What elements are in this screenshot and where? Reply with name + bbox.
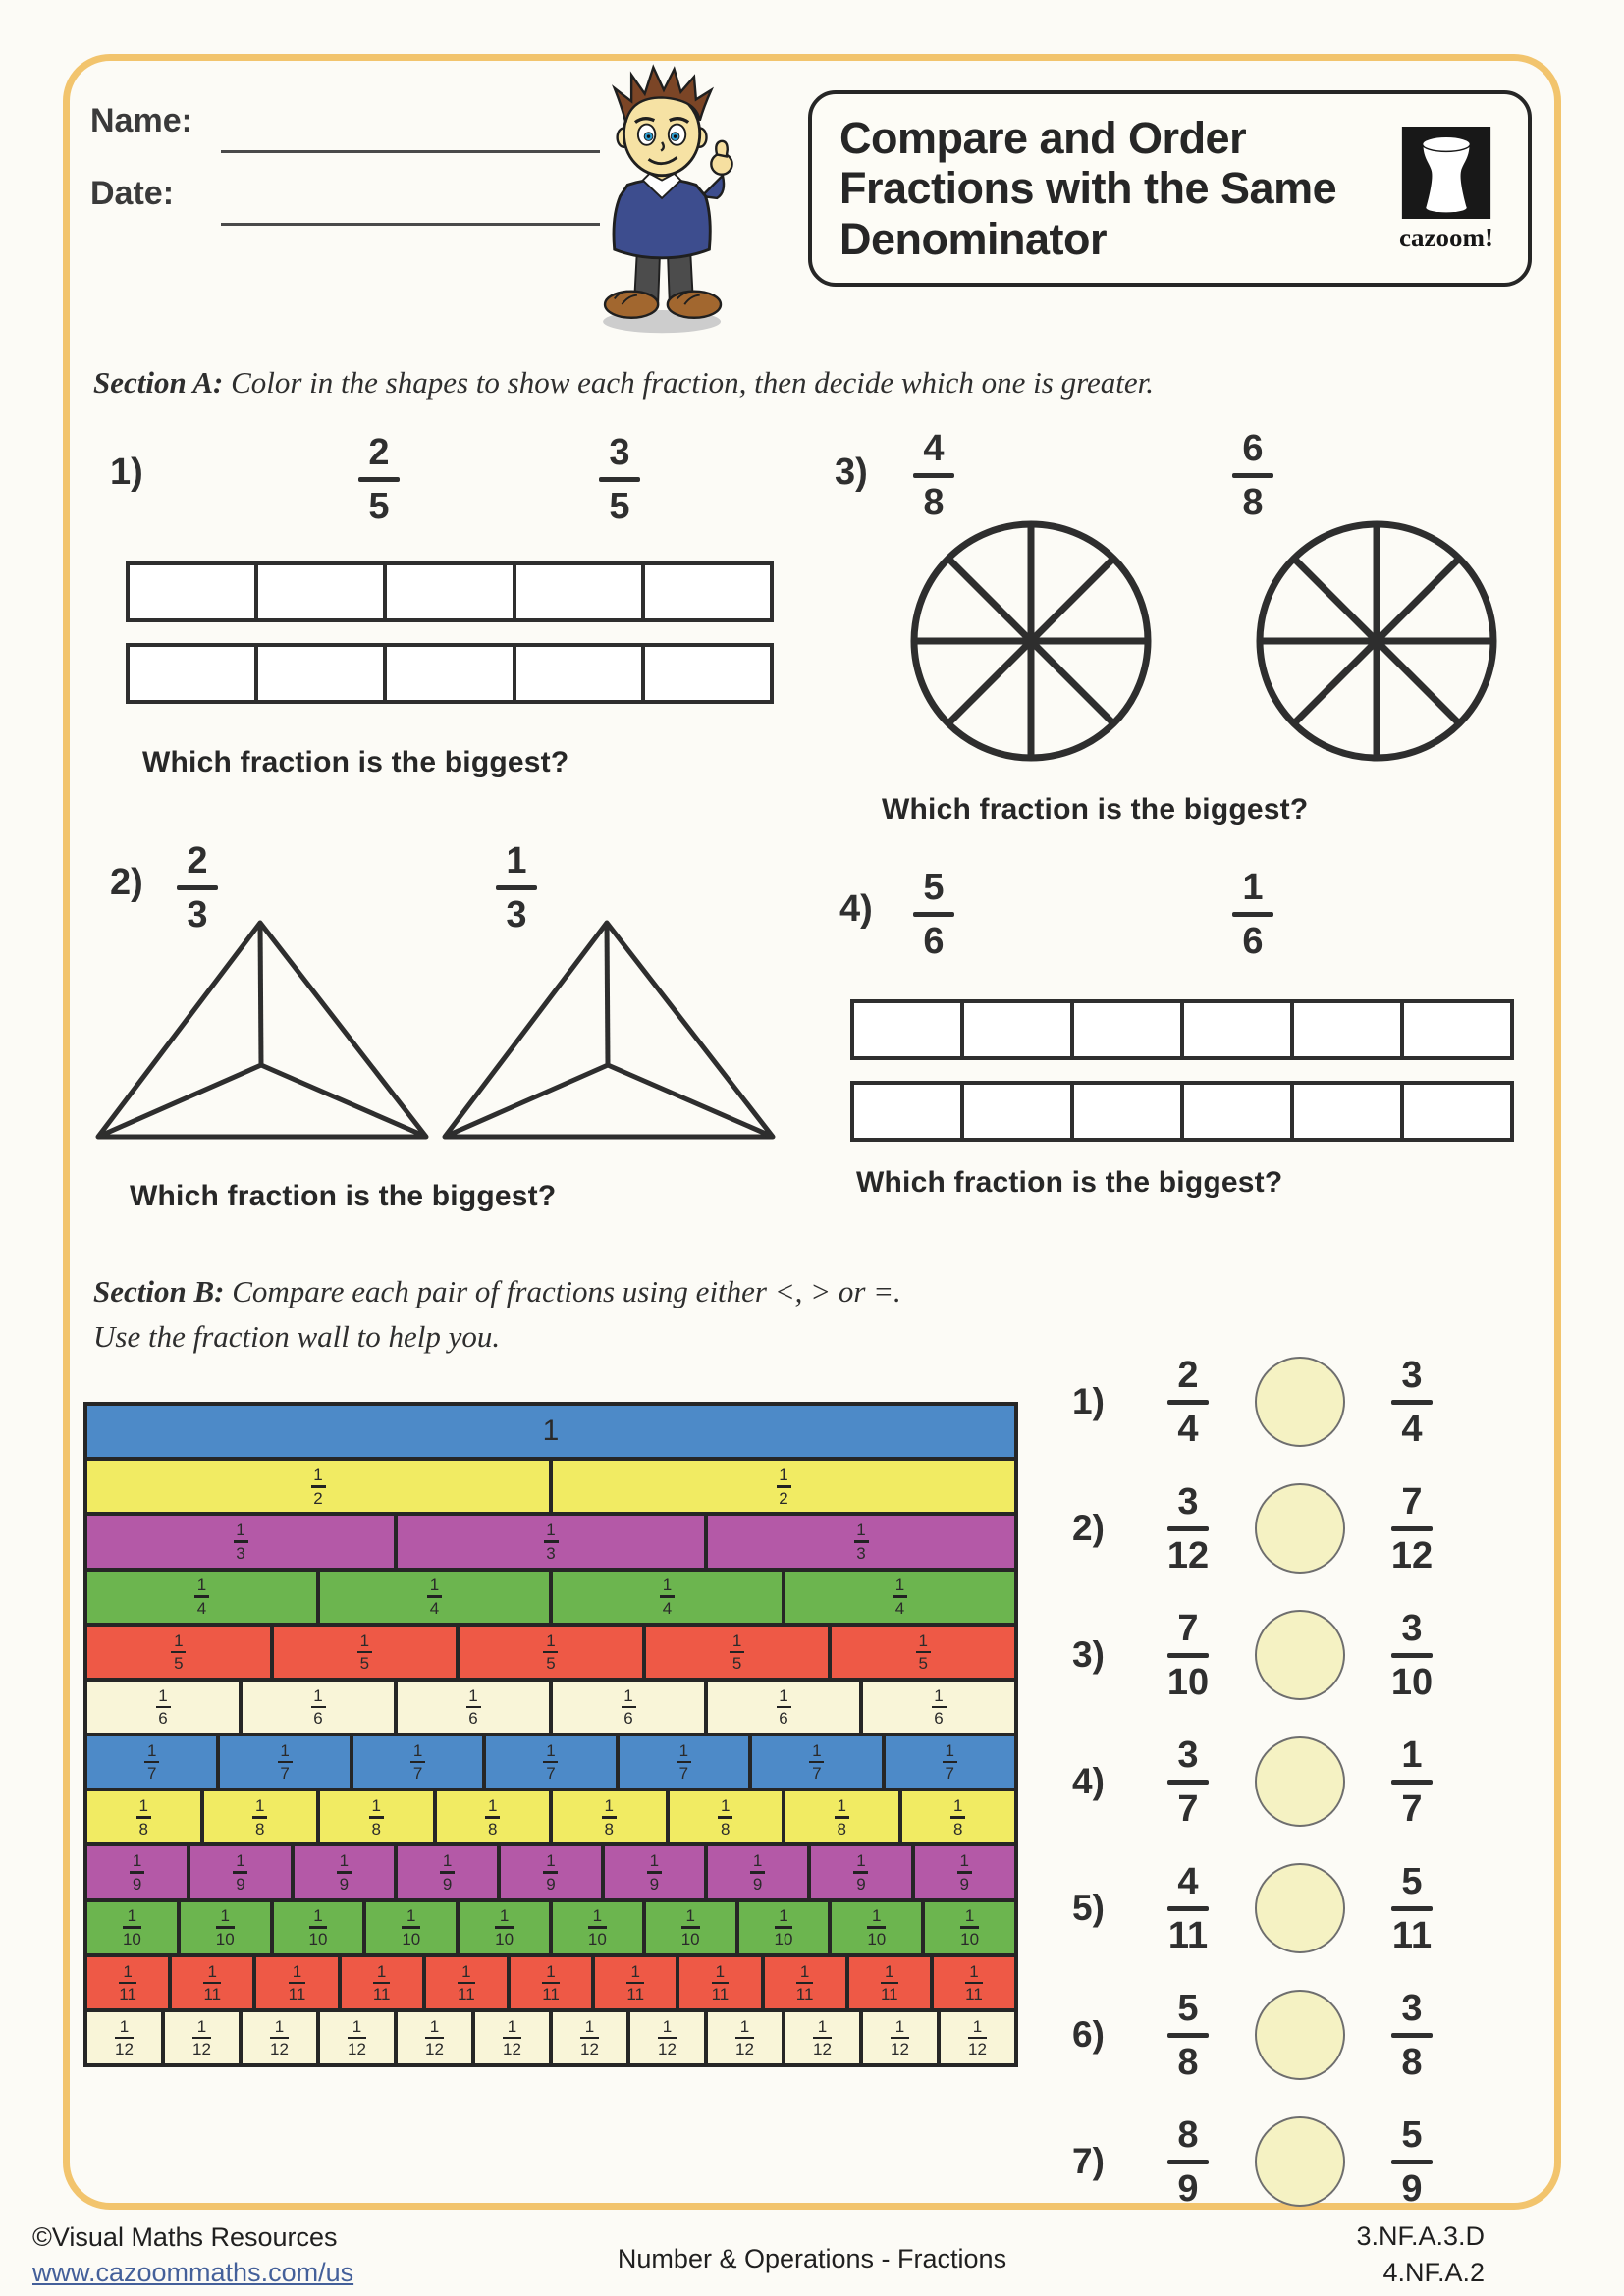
fraction-wall-cell: [460, 1627, 642, 1678]
wall-fraction-label: $\frac{1}{11}$: [880, 1961, 898, 2004]
boy-mascot-illustration: [577, 54, 750, 339]
fraction-wall-cell: [886, 1736, 1014, 1788]
left-fraction: 2 4: [1167, 1357, 1209, 1448]
right-fraction-wrap: [1357, 1987, 1467, 2083]
compare-problem-row: [1072, 1733, 1534, 1831]
fraction-bar-shape: [850, 1081, 1514, 1142]
wall-fraction-label: $\frac{1}{7}$: [410, 1742, 425, 1783]
problem-number: 4): [1072, 1761, 1105, 1801]
bar-segment[interactable]: [258, 565, 387, 618]
right-fraction: 3 10: [1390, 1607, 1434, 1703]
compare-problems-list: [1072, 1353, 1534, 2211]
footer-standards: [1356, 2218, 1485, 2291]
fraction-wall-cell: [765, 1957, 845, 2008]
bar-segment[interactable]: [854, 1003, 964, 1056]
wall-fraction-label: $\frac{1}{12}$: [813, 2016, 832, 2059]
bar-segment[interactable]: [1294, 1085, 1404, 1138]
fraction-wall-cell: [475, 2012, 549, 2063]
section-b-heading-line2: Use the fraction wall to help you.: [93, 1319, 501, 1354]
cazoom-logo: [1380, 125, 1528, 253]
section-b-label: Section B:: [93, 1274, 225, 1308]
fraction-wall-cell: [87, 1516, 394, 1567]
footer-link[interactable]: www.cazoommaths.com/us: [32, 2258, 354, 2287]
wall-fraction-label: $\frac{1}{7}$: [543, 1742, 558, 1783]
wall-fraction-label: $\frac{1}{6}$: [466, 1687, 481, 1728]
section-a-heading: [93, 365, 1154, 400]
question-text: Which fraction is the biggest?: [142, 746, 569, 778]
question-text: Which fraction is the biggest?: [882, 793, 1309, 826]
wall-fraction-label: $\frac{1}{9}$: [543, 1852, 558, 1893]
fraction-wall-row: [87, 1406, 1014, 1457]
wall-fraction-label: $\frac{1}{3}$: [234, 1522, 248, 1562]
fraction-wall-cell: [87, 1902, 177, 1953]
fraction-wall-cell: [708, 1682, 859, 1733]
wall-fraction-label: $\frac{1}{11}$: [119, 1961, 136, 2004]
compare-problem-row: [1072, 1986, 1534, 2084]
fraction-wall-cell: [553, 1682, 704, 1733]
wall-fraction-label: $\frac{1}{9}$: [440, 1852, 455, 1893]
wall-fraction-label: $\frac{1}{6}$: [311, 1687, 326, 1728]
fraction-wall-row: [87, 1572, 1014, 1623]
wall-fraction-label: $\frac{1}{5}$: [357, 1632, 372, 1673]
fraction-wall-cell: [670, 1791, 783, 1842]
bar-segment[interactable]: [1404, 1085, 1510, 1138]
problem-number: 7): [1072, 2141, 1105, 2181]
fraction-wall-cell: [679, 1957, 760, 2008]
answer-circle[interactable]: [1255, 1610, 1345, 1700]
right-fraction: 5 11: [1391, 1860, 1433, 1956]
wall-fraction-label: $\frac{1}{4}$: [893, 1576, 907, 1617]
problem-number: 4): [839, 888, 873, 930]
left-fraction-wrap: [1133, 1354, 1243, 1450]
bar-segment[interactable]: [130, 565, 258, 618]
worksheet-title: Compare and Order Fractions with the Same Denominator: [839, 113, 1337, 264]
fraction-wall-cell: [353, 1736, 482, 1788]
bar-segment[interactable]: [516, 565, 645, 618]
fraction-wall-cell: [511, 1957, 591, 2008]
fraction-wall-cell: [863, 2012, 937, 2063]
fraction-wall-row: [87, 1902, 1014, 1953]
date-write-line[interactable]: [221, 223, 600, 226]
wall-fraction-label: $\frac{1}{9}$: [853, 1852, 868, 1893]
problem-a3: [825, 422, 1528, 854]
right-fraction-wrap: [1357, 1607, 1467, 1703]
fraction-wall-cell: [486, 1736, 615, 1788]
title-box: [808, 90, 1532, 287]
fraction-wall-cell: [87, 2012, 161, 2063]
left-fraction-wrap: [1133, 1480, 1243, 1576]
problem-number: 1): [110, 452, 143, 493]
wall-fraction-label: $\frac{1}{9}$: [957, 1852, 972, 1893]
left-fraction: 5 8: [1167, 1990, 1209, 2081]
wall-fraction-label: $\frac{1}{3}$: [544, 1522, 559, 1562]
wall-fraction-label: $\frac{1}{9}$: [130, 1852, 144, 1893]
fraction-wall-cell: [646, 1627, 829, 1678]
fraction-wall-row: [87, 1516, 1014, 1567]
wall-fraction-label: $\frac{1}{12}$: [658, 2016, 677, 2059]
left-fraction: 8 9: [1167, 2116, 1209, 2208]
wall-fraction-label: $\frac{1}{11}$: [965, 1961, 983, 2004]
wall-fraction-label: $\frac{1}{4}$: [660, 1576, 675, 1617]
name-write-line[interactable]: [221, 150, 600, 153]
fraction-wall-row: [87, 1682, 1014, 1733]
bar-segment[interactable]: [1404, 1003, 1510, 1056]
wall-fraction-label: $\frac{1}{11}$: [203, 1961, 222, 2004]
fraction-wall-cell: [342, 1957, 422, 2008]
name-label: Name:: [90, 102, 192, 139]
fraction-wall-cell: [172, 1957, 252, 2008]
compare-problem-row: [1072, 2112, 1534, 2211]
bar-segment[interactable]: [1294, 1003, 1404, 1056]
fraction-wall-cell: [87, 1461, 549, 1512]
bar-segment[interactable]: [258, 647, 387, 700]
fraction-wall-cell: [925, 1902, 1014, 1953]
wall-fraction-label: $\frac{1}{4}$: [194, 1576, 209, 1617]
wall-fraction-label: $\frac{1}{12}$: [968, 2016, 987, 2059]
fraction-wall-cell: [320, 2012, 394, 2063]
fraction-wall-cell: [553, 1791, 666, 1842]
fraction-wall-cell: [708, 1516, 1014, 1567]
fraction-wall-cell: [87, 1572, 316, 1623]
answer-circle[interactable]: [1255, 1483, 1345, 1574]
bar-segment[interactable]: [130, 647, 258, 700]
wall-fraction-label: $\frac{1}{6}$: [777, 1687, 791, 1728]
fraction-wall-cell: [243, 1682, 394, 1733]
fraction-wall-cell: [426, 1957, 507, 2008]
wall-fraction-label: $\frac{1}{11}$: [288, 1961, 306, 2004]
problem-number: 6): [1072, 2014, 1105, 2055]
wall-fraction-label: $\frac{1}{10}$: [122, 1906, 141, 1949]
fraction-wall-cell: [605, 1846, 704, 1897]
right-fraction-wrap: [1357, 1860, 1467, 1956]
circle-eighths-shape[interactable]: [1254, 518, 1499, 764]
problem-a2: [98, 834, 785, 1227]
fraction-wall-cell: [398, 1516, 704, 1567]
fraction-wall-cell: [274, 1902, 363, 1953]
question-text: Which fraction is the biggest?: [130, 1180, 557, 1212]
fraction-wall-cell: [915, 1846, 1014, 1897]
fraction-wall-cell: [630, 2012, 704, 2063]
wall-fraction-label: $\frac{1}{12}$: [348, 2016, 366, 2059]
fraction-wall-row: [87, 1627, 1014, 1678]
problem-a4: [825, 864, 1528, 1217]
wall-fraction-label: $\frac{1}{8}$: [369, 1797, 384, 1838]
wall-fraction-label: $\frac{1}{12}$: [891, 2016, 909, 2059]
wall-fraction-label: $\frac{1}{10}$: [308, 1906, 328, 1949]
fraction-wall-row: [87, 2012, 1014, 2063]
bar-segment[interactable]: [1184, 1003, 1294, 1056]
fraction-wall-cell: [553, 2012, 626, 2063]
compare-problem-row: [1072, 1479, 1534, 1577]
fraction-wall-cell: [87, 1736, 216, 1788]
fraction-wall-row: [87, 1791, 1014, 1842]
fraction-wall-cell: [398, 1846, 497, 1897]
wall-fraction-label: $\frac{1}{12}$: [192, 2016, 211, 2059]
fraction-wall-cell: [366, 1902, 456, 1953]
triangle-thirds-shape[interactable]: [437, 915, 781, 1146]
circle-eighths-shape[interactable]: [908, 518, 1154, 764]
fraction-wall-cell: [646, 1902, 735, 1953]
fraction-wall-cell: [190, 1846, 290, 1897]
wall-fraction-label: $\frac{1}{6}$: [932, 1687, 947, 1728]
wall-fraction-label: $\frac{1}{8}$: [602, 1797, 617, 1838]
fraction-wall-cell: [934, 1957, 1014, 2008]
standard-code-2: 4.NF.A.2: [1382, 2258, 1485, 2287]
fraction-wall-cell: [398, 2012, 471, 2063]
bar-segment[interactable]: [1074, 1085, 1184, 1138]
cazoom-drum-icon: [1400, 125, 1492, 221]
problem-number: 3): [835, 452, 868, 493]
left-fraction-wrap: [1133, 1860, 1243, 1956]
answer-circle[interactable]: [1255, 1357, 1345, 1447]
wall-fraction-label: $\frac{1}{8}$: [950, 1797, 965, 1838]
answer-circle[interactable]: [1255, 1990, 1345, 2080]
fraction-right: 1 6: [1232, 869, 1273, 960]
fraction-wall-cell: [811, 1846, 910, 1897]
right-fraction-wrap: [1357, 1736, 1467, 1828]
wall-fraction-label: $\frac{1}{5}$: [916, 1632, 931, 1673]
wall-one-label: 1: [542, 1415, 560, 1448]
answer-circle[interactable]: [1255, 2116, 1345, 2207]
fraction-wall-cell: [752, 1736, 881, 1788]
wall-fraction-label: $\frac{1}{8}$: [718, 1797, 732, 1838]
fraction-wall-cell: [849, 1957, 930, 2008]
wall-fraction-label: $\frac{1}{5}$: [543, 1632, 558, 1673]
fraction-wall-cell: [165, 2012, 239, 2063]
wall-fraction-label: $\frac{1}{9}$: [337, 1852, 352, 1893]
fraction-wall-cell: [87, 1627, 270, 1678]
fraction-wall-cell: [437, 1791, 550, 1842]
bar-segment[interactable]: [387, 565, 515, 618]
fraction-wall-cell: [320, 1572, 549, 1623]
wall-fraction-label: $\frac{1}{5}$: [730, 1632, 744, 1673]
wall-fraction-label: $\frac{1}{2}$: [311, 1467, 326, 1507]
wall-fraction-label: $\frac{1}{12}$: [735, 2016, 754, 2059]
fraction-wall-cell: [708, 2012, 782, 2063]
section-a-instruction: Color in the shapes to show each fraction, then decide which one is greater.: [231, 365, 1155, 400]
fraction-wall-row: [87, 1461, 1014, 1512]
fraction-wall-cell: [398, 1682, 549, 1733]
left-fraction: 7 10: [1166, 1607, 1210, 1703]
fraction-wall-cell: [553, 1572, 782, 1623]
problem-a1: [98, 422, 785, 805]
fraction-wall-cell: [832, 1902, 921, 1953]
fraction-right: 1 3: [496, 842, 537, 934]
wall-fraction-label: $\frac{1}{10}$: [402, 1906, 421, 1949]
wall-fraction-label: $\frac{1}{5}$: [171, 1632, 186, 1673]
fraction-left: 4 8: [913, 430, 954, 521]
fraction-wall-cell: [595, 1957, 676, 2008]
wall-fraction-label: $\frac{1}{12}$: [503, 2016, 521, 2059]
wall-fraction-label: $\frac{1}{2}$: [777, 1467, 791, 1507]
left-fraction-wrap: [1133, 1607, 1243, 1703]
bar-segment[interactable]: [387, 647, 515, 700]
fraction-wall-row: [87, 1957, 1014, 2008]
wall-fraction-label: $\frac{1}{4}$: [427, 1576, 442, 1617]
fraction-left: 5 6: [913, 869, 954, 960]
section-b-heading: [93, 1274, 901, 1309]
bar-segment[interactable]: [1074, 1003, 1184, 1056]
date-label: Date:: [90, 175, 175, 212]
fraction-wall-cell: [785, 1791, 898, 1842]
bar-segment[interactable]: [1184, 1085, 1294, 1138]
wall-fraction-label: $\frac{1}{12}$: [425, 2016, 444, 2059]
section-a-label: Section A:: [93, 365, 224, 400]
wall-fraction-label: $\frac{1}{9}$: [647, 1852, 662, 1893]
fraction-wall-row: [87, 1846, 1014, 1897]
left-fraction-wrap: [1133, 2113, 1243, 2210]
fraction-wall-cell: [181, 1902, 270, 1953]
fraction-wall-cell: [320, 1791, 433, 1842]
answer-circle[interactable]: [1255, 1863, 1345, 1953]
wall-fraction-label: $\frac{1}{6}$: [622, 1687, 636, 1728]
left-fraction: 3 7: [1167, 1736, 1209, 1828]
fraction-wall-cell: [87, 1846, 187, 1897]
problem-number: 5): [1072, 1888, 1105, 1928]
wall-fraction-label: $\frac{1}{8}$: [485, 1797, 500, 1838]
left-fraction: 4 11: [1167, 1860, 1209, 1956]
wall-fraction-label: $\frac{1}{7}$: [278, 1742, 293, 1783]
right-fraction: 1 7: [1391, 1736, 1433, 1828]
problem-number: 3): [1072, 1634, 1105, 1675]
left-fraction-wrap: [1133, 1987, 1243, 2083]
wall-fraction-label: $\frac{1}{11}$: [626, 1961, 645, 2004]
fraction-wall-cell: [620, 1736, 748, 1788]
question-text: Which fraction is the biggest?: [856, 1166, 1283, 1199]
wall-fraction-label: $\frac{1}{9}$: [750, 1852, 765, 1893]
wall-fraction-label: $\frac{1}{10}$: [867, 1906, 887, 1949]
problem-number: 2): [110, 862, 143, 903]
wall-fraction-label: $\frac{1}{12}$: [115, 2016, 134, 2059]
standard-code-1: 3.NF.A.3.D: [1356, 2221, 1485, 2251]
fraction-wall-cell: [941, 2012, 1014, 2063]
fraction-bar-shape: [126, 643, 774, 704]
fraction-wall-cell: [553, 1902, 642, 1953]
fraction-wall-cell: [295, 1846, 394, 1897]
right-fraction-wrap: [1357, 1480, 1467, 1576]
problem-number: 1): [1072, 1381, 1105, 1421]
bar-segment[interactable]: [964, 1085, 1074, 1138]
fraction-wall-cell: [87, 1406, 1014, 1457]
fraction-wall-cell: [708, 1846, 807, 1897]
wall-fraction-label: $\frac{1}{12}$: [580, 2016, 599, 2059]
compare-problem-row: [1072, 1606, 1534, 1704]
fraction-wall-cell: [256, 1957, 337, 2008]
wall-fraction-label: $\frac{1}{9}$: [233, 1852, 247, 1893]
wall-fraction-label: $\frac{1}{12}$: [270, 2016, 289, 2059]
left-fraction-wrap: [1133, 1736, 1243, 1828]
bar-segment[interactable]: [964, 1003, 1074, 1056]
cazoom-logo-text: cazoom!: [1399, 222, 1493, 252]
fraction-wall-cell: [785, 1572, 1014, 1623]
problem-number: 2): [1072, 1508, 1105, 1548]
wall-fraction-label: $\frac{1}{10}$: [774, 1906, 793, 1949]
fraction-wall-cell: [501, 1846, 600, 1897]
right-fraction: 3 8: [1391, 1990, 1433, 2081]
fraction-wall-cell: [243, 2012, 316, 2063]
right-fraction-wrap: [1357, 2113, 1467, 2210]
wall-fraction-label: $\frac{1}{11}$: [542, 1961, 560, 2004]
wall-fraction-label: $\frac{1}{7}$: [144, 1742, 159, 1783]
fraction-wall-cell: [460, 1902, 549, 1953]
fraction-wall-cell: [739, 1902, 829, 1953]
footer-copyright: ©Visual Maths Resources: [32, 2222, 338, 2252]
fraction-left: 2 3: [177, 842, 218, 934]
wall-fraction-label: $\frac{1}{10}$: [587, 1906, 607, 1949]
wall-fraction-label: $\frac{1}{8}$: [252, 1797, 267, 1838]
fraction-wall-cell: [87, 1791, 200, 1842]
bar-segment[interactable]: [645, 565, 770, 618]
triangle-thirds-shape[interactable]: [90, 915, 434, 1146]
wall-fraction-label: $\frac{1}{7}$: [809, 1742, 824, 1783]
fraction-wall-cell: [785, 2012, 859, 2063]
section-b-instruction: Compare each pair of fractions using either <, > or =.: [232, 1274, 901, 1308]
wall-fraction-label: $\frac{1}{7}$: [943, 1742, 957, 1783]
fraction-left: 2 5: [358, 434, 400, 525]
fraction-right: 3 5: [599, 434, 640, 525]
answer-circle[interactable]: [1255, 1736, 1345, 1827]
wall-fraction-label: $\frac{1}{6}$: [156, 1687, 171, 1728]
fraction-wall-cell: [863, 1682, 1014, 1733]
right-fraction: 5 9: [1391, 2116, 1433, 2208]
fraction-wall: [83, 1402, 1018, 2067]
wall-fraction-label: $\frac{1}{8}$: [835, 1797, 849, 1838]
fraction-wall-cell: [553, 1461, 1014, 1512]
wall-fraction-label: $\frac{1}{10}$: [495, 1906, 514, 1949]
wall-fraction-label: $\frac{1}{11}$: [458, 1961, 475, 2004]
fraction-wall-cell: [87, 1682, 239, 1733]
bar-segment[interactable]: [854, 1085, 964, 1138]
right-fraction: 3 4: [1391, 1357, 1433, 1448]
wall-fraction-label: $\frac{1}{10}$: [960, 1906, 980, 1949]
bar-segment[interactable]: [645, 647, 770, 700]
wall-fraction-label: $\frac{1}{11}$: [711, 1961, 730, 2004]
fraction-wall-cell: [274, 1627, 457, 1678]
fraction-wall-cell: [832, 1627, 1014, 1678]
fraction-wall-cell: [204, 1791, 317, 1842]
bar-segment[interactable]: [516, 647, 645, 700]
fraction-bar-shape: [850, 999, 1514, 1060]
fraction-wall-row: [87, 1736, 1014, 1788]
wall-fraction-label: $\frac{1}{11}$: [372, 1961, 391, 2004]
fraction-wall-cell: [902, 1791, 1015, 1842]
wall-fraction-label: $\frac{1}{10}$: [680, 1906, 700, 1949]
right-fraction: 7 12: [1390, 1480, 1434, 1576]
wall-fraction-label: $\frac{1}{8}$: [136, 1797, 151, 1838]
wall-fraction-label: $\frac{1}{11}$: [795, 1961, 814, 2004]
fraction-bar-shape: [126, 561, 774, 622]
wall-fraction-label: $\frac{1}{10}$: [215, 1906, 235, 1949]
fraction-wall-cell: [220, 1736, 349, 1788]
left-fraction: 3 12: [1166, 1480, 1210, 1576]
compare-problem-row: [1072, 1353, 1534, 1451]
right-fraction-wrap: [1357, 1354, 1467, 1450]
fraction-right: 6 8: [1232, 430, 1273, 521]
fraction-wall-cell: [87, 1957, 168, 2008]
compare-problem-row: [1072, 1859, 1534, 1957]
wall-fraction-label: $\frac{1}{7}$: [677, 1742, 691, 1783]
footer-center-text: Number & Operations - Fractions: [617, 2244, 1007, 2273]
wall-fraction-label: $\frac{1}{3}$: [854, 1522, 869, 1562]
